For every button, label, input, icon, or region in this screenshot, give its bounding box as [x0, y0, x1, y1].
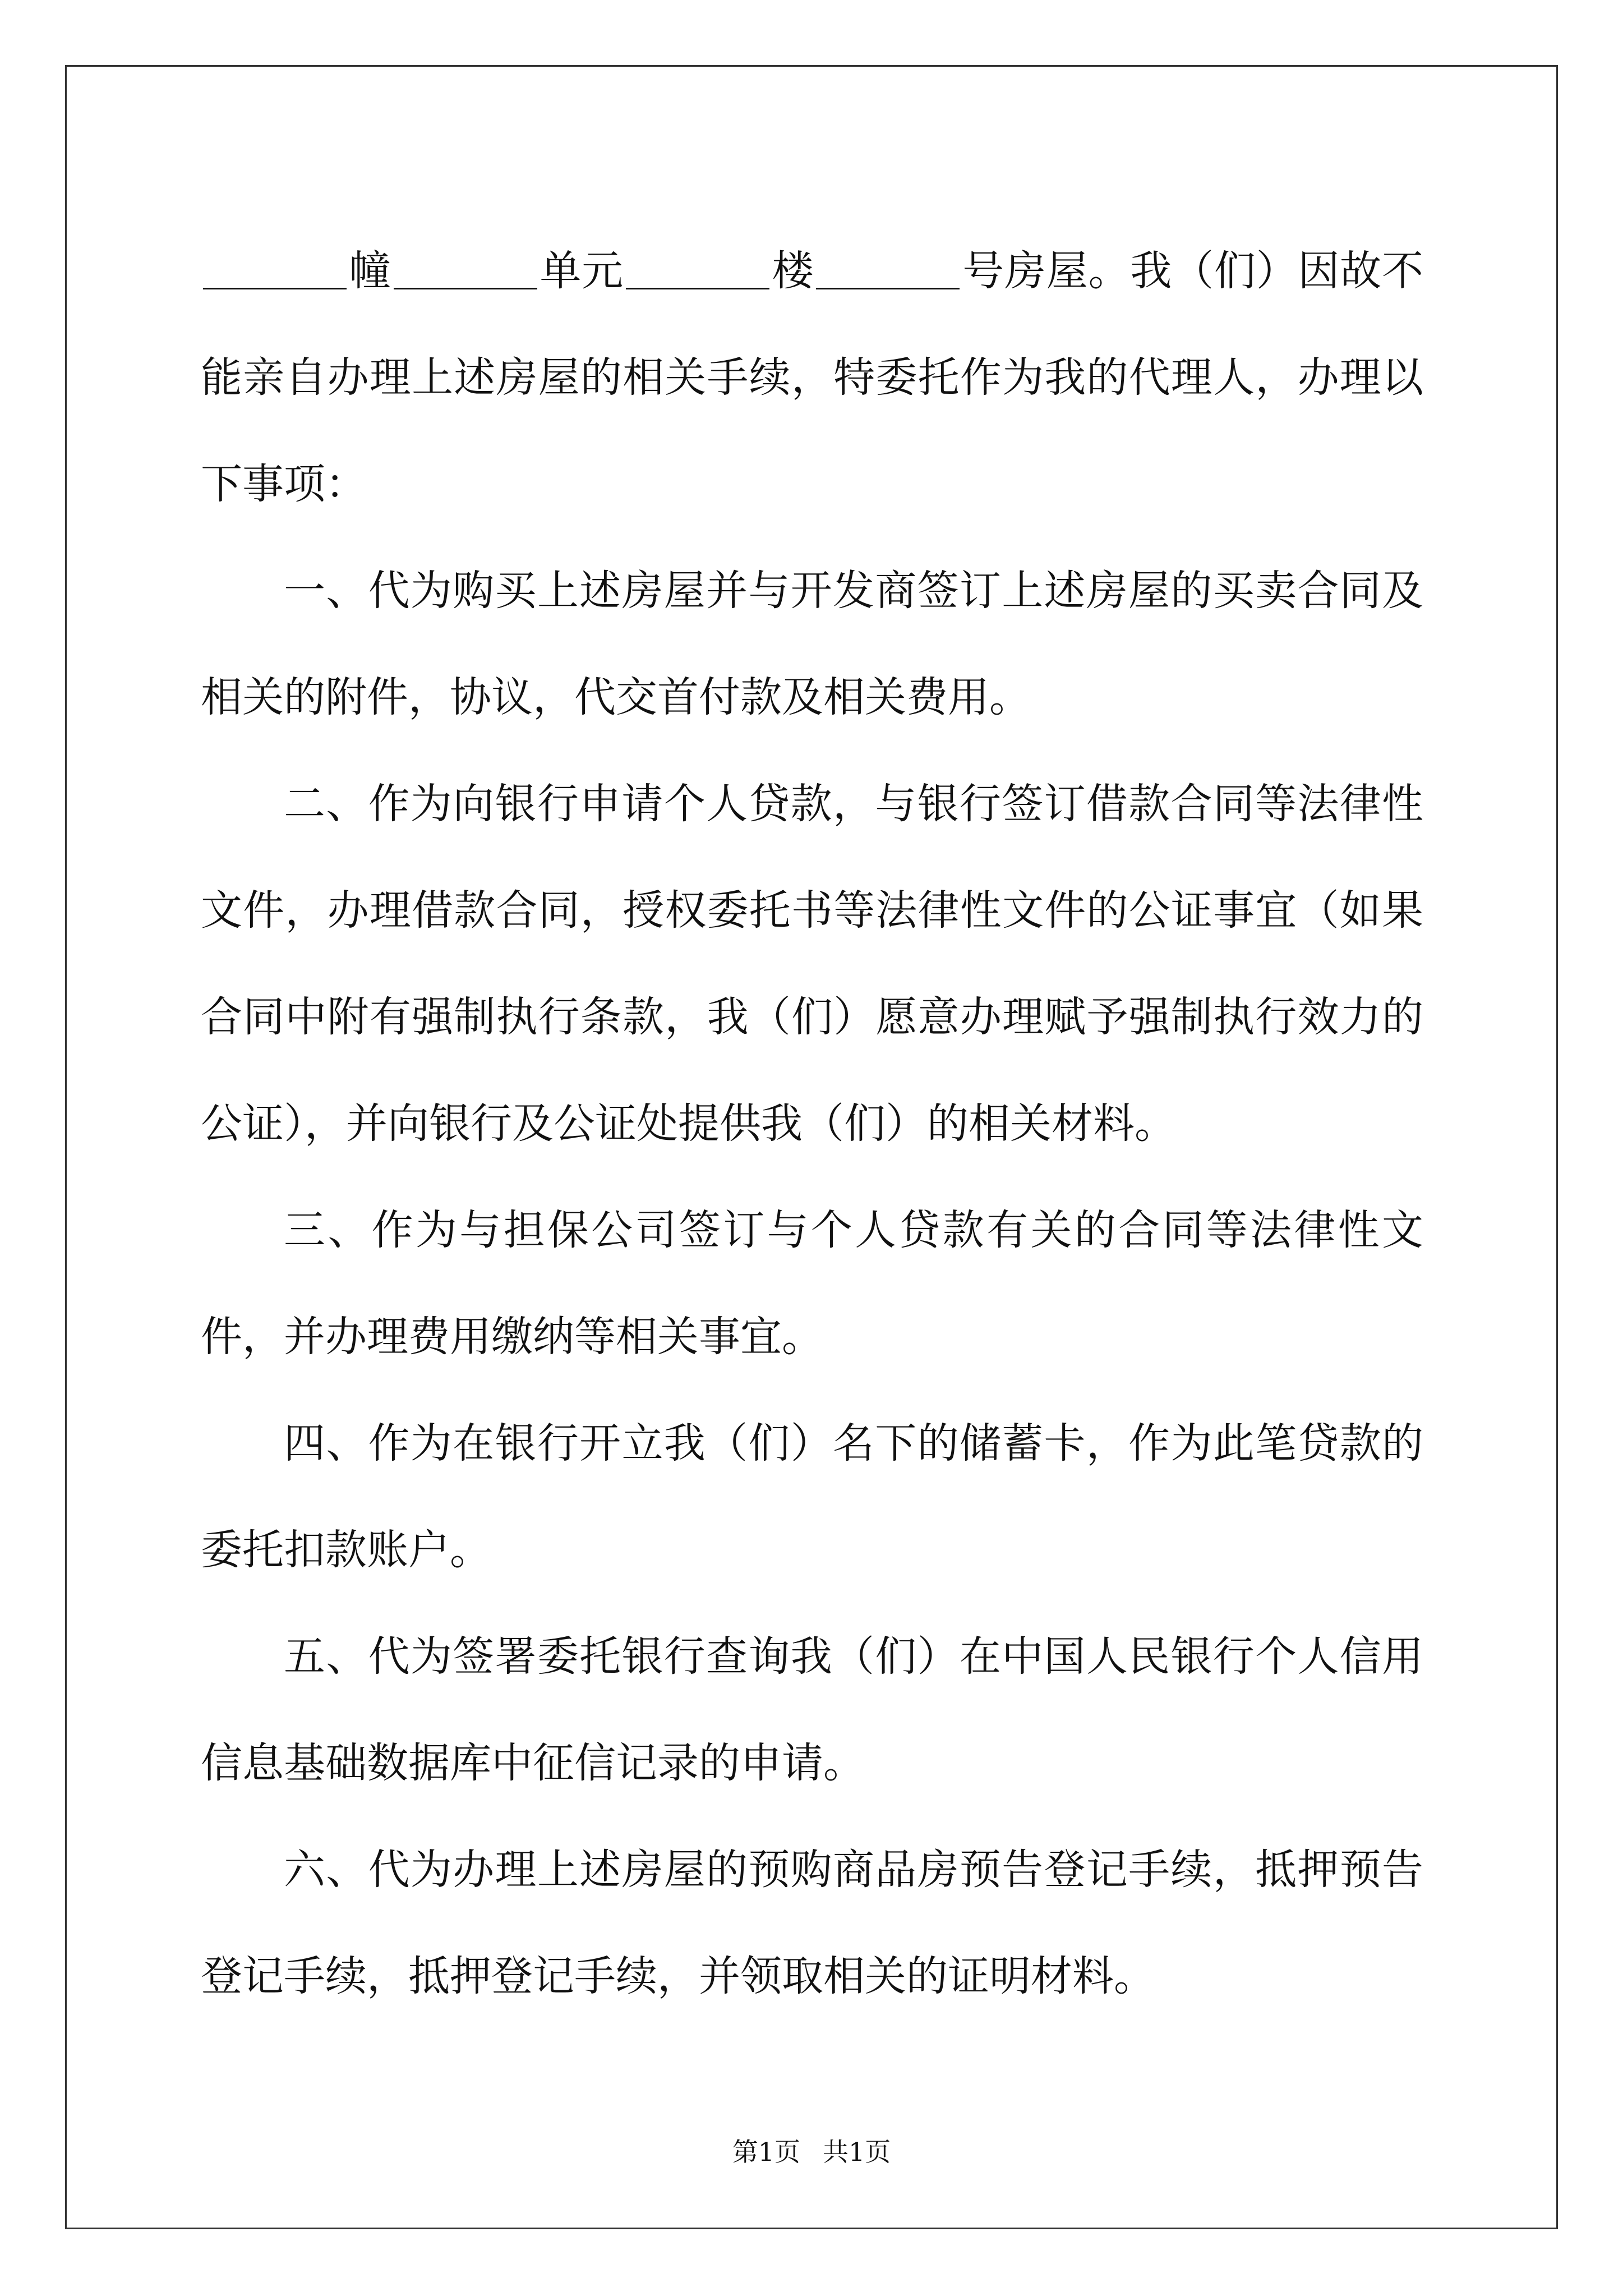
page-number: 第1页 [732, 2137, 800, 2167]
text-segment: 号房屋。我（们）因故不能 [201, 247, 1424, 402]
item-paragraph-4: 四、作为在银行开立我（们）名下的储蓄卡，作为此笔贷款的委托扣款账户。 [201, 1419, 1423, 1574]
text-segment: 幢 [349, 247, 391, 295]
item-paragraph-1: 一、代为购买上述房屋并与开发商签订上述房屋的买卖合同及相关的附件，协议，代交首付款及相关费用。 [201, 567, 1423, 721]
item-paragraph-5: 五、代为签署委托银行查询我（们）在中国人民银行个人信用信息基础数据库中征信记录的申请。 [201, 1632, 1423, 1787]
intro-paragraph [201, 218, 1423, 537]
item-paragraph-2: 二、作为向银行申请个人贷款，与银行签订借款合同等法律性文件，办理借款合同，授权委托书等法律性文件的公证事宜（如果合同中附有强制执行条款，我（们）愿意办理赋予强制执行效力的公证），并向银行及公证处提供我（们）的相关材料。 [201, 780, 1423, 1148]
blank-field[interactable] [394, 249, 537, 289]
text-segment: 亲自办理上述房屋的相关手续，特委托作为我的代理人，办理以下事项： [201, 353, 1424, 508]
blank-field[interactable] [203, 249, 347, 289]
blank-field[interactable] [816, 249, 960, 289]
text-segment: 单元 [539, 247, 624, 295]
blank-field[interactable] [626, 249, 769, 289]
text-segment: 楼 [771, 247, 814, 295]
page-footer [0, 2132, 1623, 2169]
item-paragraph-3: 三、作为与担保公司签订与个人贷款有关的合同等法律性文件，并办理费用缴纳等相关事宜。 [201, 1206, 1423, 1361]
page-total: 共1页 [823, 2137, 891, 2167]
item-paragraph-6: 六、代为办理上述房屋的预购商品房预告登记手续，抵押预告登记手续，抵押登记手续，并领取相关的证明材料。 [201, 1846, 1423, 2000]
document-body [201, 218, 1423, 2030]
